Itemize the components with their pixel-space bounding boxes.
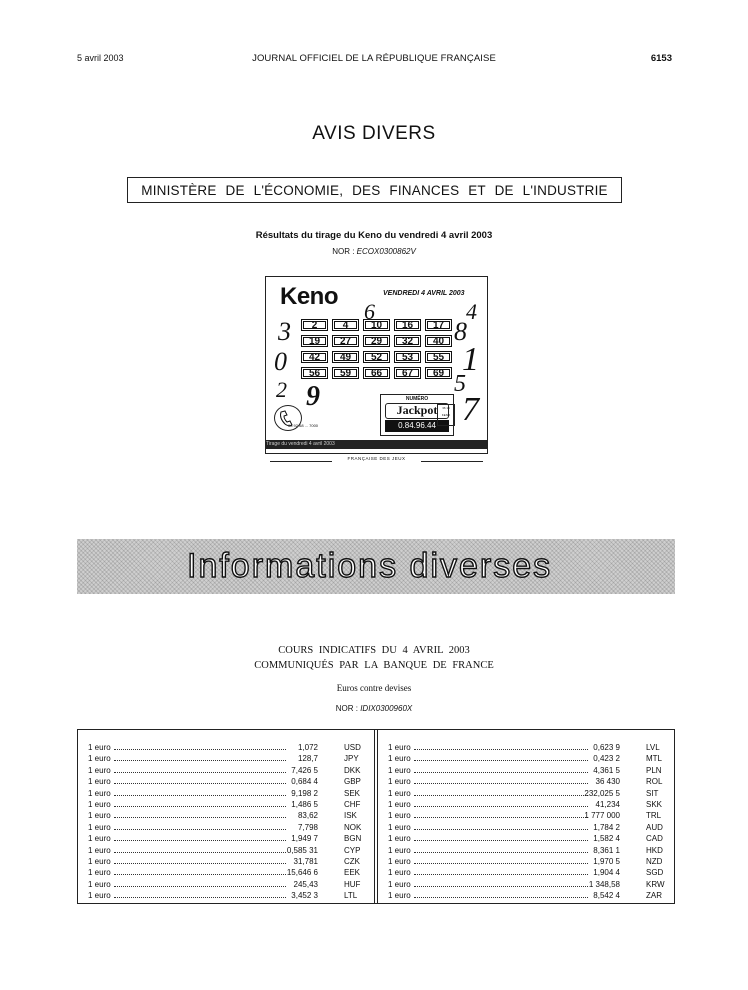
rate-label: 1 euro [388,788,411,798]
keno-nor [0,247,748,256]
keno-number-cell: 55 [425,351,452,363]
rate-currency: DKK [344,765,361,775]
rate-row [388,753,668,764]
rate-dot-leader [414,829,588,830]
keno-logo: Keno [280,283,338,310]
rate-value: 232,025 5 [584,788,620,798]
rate-label: 1 euro [388,811,411,821]
rate-currency: HKD [646,845,663,855]
rate-row [388,810,668,821]
cours-title-line1: COURS INDICATIFS DU 4 AVRIL 2003 [278,645,470,656]
rate-currency: JPY [344,754,359,764]
cours-title-line2: COMMUNIQUÉS PAR LA BANQUE DE FRANCE [254,660,494,671]
rate-row [88,753,360,764]
rate-row [388,788,668,799]
section-title: AVIS DIVERS [312,123,436,144]
rate-row [88,765,360,776]
keno-number-cell: 66 [363,367,390,379]
banner-title: Informations diverses [187,547,553,585]
keno-number-cell: 40 [425,335,452,347]
cours-nor-code: IDIX0300960X [360,704,413,713]
keno-number-cell: 19 [301,335,328,347]
rate-dot-leader [414,817,588,818]
rate-value: 7,426 5 [291,765,318,775]
rate-dot-leader [114,852,286,853]
rate-currency: EEK [344,868,361,878]
rate-row [388,856,668,867]
rate-label: 1 euro [88,868,111,878]
rate-dot-leader [114,795,286,796]
rate-currency: ISK [344,811,357,821]
keno-deco-digit: 2 [276,377,287,402]
rate-label: 1 euro [88,777,111,787]
rate-currency: CAD [646,834,663,844]
rate-label: 1 euro [88,811,111,821]
rate-currency: SKK [646,799,663,809]
rate-currency: KRW [646,879,665,889]
rate-value: 1,904 4 [593,868,620,878]
rate-label: 1 euro [88,834,111,844]
rate-currency: ZAR [646,891,662,901]
rate-dot-leader [114,749,286,750]
rate-dot-leader [414,863,588,864]
rate-dot-leader [114,863,286,864]
rate-row [88,845,360,856]
rate-label: 1 euro [388,891,411,901]
rate-label: 1 euro [88,856,111,866]
rate-dot-leader [114,806,286,807]
rate-currency: NOK [344,822,362,832]
rate-value: 1,582 4 [593,834,620,844]
keno-footer-band: Tirage du vendredi 4 avril 2003 [266,440,488,449]
rate-dot-leader [414,795,588,796]
rate-row [388,845,668,856]
rate-currency: BGN [344,834,362,844]
fdj-rule-right [421,461,483,462]
rate-dot-leader [114,874,286,875]
rate-value: 3,452 3 [291,891,318,901]
rate-label: 1 euro [88,799,111,809]
keno-number-cell: 49 [332,351,359,363]
cours-nor [0,704,748,713]
rate-currency: USD [344,743,361,752]
rate-row [88,856,360,867]
rate-row [88,742,360,753]
header-journal-title: JOURNAL OFFICIEL DE LA RÉPUBLIQUE FRANÇAISE [252,53,496,64]
rate-value: 1,949 7 [291,834,318,844]
keno-number-cell: 69 [425,367,452,379]
rate-row [388,879,668,890]
rate-row [88,776,360,787]
rate-value: 1,784 2 [593,822,620,832]
keno-results-title: Résultats du tirage du Keno du vendredi 4 avril 2003 [255,230,493,241]
rate-label: 1 euro [88,743,111,752]
rate-label: 1 euro [388,822,411,832]
rate-value: 31,781 [293,856,318,866]
rate-value: 1,970 5 [593,856,620,866]
cours-subtitle: Euros contre devises [336,683,412,693]
rate-value: 1,486 5 [291,799,318,809]
rate-label: 1 euro [388,799,411,809]
rate-value: 0,623 9 [593,743,620,752]
rate-row [388,890,668,901]
rate-row [388,765,668,776]
keno-number-cell: 29 [363,335,390,347]
header-date: 5 avril 2003 [77,53,124,63]
rate-value: 1 348,58 [588,879,620,889]
rate-value: 15,646 6 [286,868,318,878]
rate-currency: TRL [646,811,662,821]
rates-left-column [88,742,360,901]
rate-dot-leader [114,886,286,887]
rate-dot-leader [414,840,588,841]
rate-value: 4,361 5 [593,765,620,775]
keno-number-cell: 32 [394,335,421,347]
jackpot-number: 0.84.96.44 [385,420,449,432]
rate-value: 9,198 2 [291,788,318,798]
rate-value: 0,684 4 [291,777,318,787]
rate-row [88,879,360,890]
keno-number-cell: 16 [394,319,421,331]
jackpot-label: NUMÉRO [405,396,429,402]
rate-row [88,867,360,878]
keno-number-cell: 59 [332,367,359,379]
rate-label: 1 euro [388,765,411,775]
rate-dot-leader [414,897,588,898]
rate-label: 1 euro [388,743,411,752]
keno-deco-digit: 9 [306,381,320,412]
header-page-number: 6153 [650,53,672,64]
keno-ticket-date: VENDREDI 4 AVRIL 2003 [383,290,465,297]
rate-label: 1 euro [388,754,411,764]
rate-dot-leader [114,760,286,761]
rate-label: 1 euro [88,788,111,798]
rate-row [88,799,360,810]
section-banner [77,539,675,594]
rate-label: 1 euro [88,845,111,855]
rate-row [88,822,360,833]
rate-row [88,890,360,901]
keno-number-cell: 67 [394,367,421,379]
rate-dot-leader [414,783,588,784]
rate-label: 1 euro [388,879,411,889]
rate-row [88,810,360,821]
rate-currency: CHF [344,799,361,809]
rate-label: 1 euro [88,754,111,764]
rate-value: 245,43 [293,879,318,889]
rate-label: 1 euro [88,891,111,901]
keno-deco-digit: 3 [278,317,291,346]
rate-row [388,867,668,878]
rate-label: 1 euro [88,765,111,775]
rates-right-column [388,742,668,901]
rate-label: 1 euro [88,879,111,889]
minitel-icon: 36 15 KENO [437,404,455,426]
rate-row [388,776,668,787]
rate-value: 0,423 2 [593,754,620,764]
rate-value: 0,585 31 [286,845,318,855]
rate-value: 41,234 [595,799,620,809]
rate-value: 1,072 [297,743,318,752]
rate-row [88,788,360,799]
rate-row [388,822,668,833]
rate-value: 36 430 [595,777,620,787]
rate-dot-leader [414,852,588,853]
rate-dot-leader [114,772,286,773]
rate-dot-leader [414,874,588,875]
rate-label: 1 euro [388,868,411,878]
rate-label: 1 euro [388,856,411,866]
rate-currency: CZK [344,856,360,866]
rate-dot-leader [114,817,286,818]
keno-deco-digit: 0 [274,347,287,376]
keno-ticket-image [265,276,488,454]
jackpot-word: Jackpot [385,403,449,419]
rate-currency: GBP [344,777,361,787]
keno-nor-label: NOR : [332,247,355,256]
rate-value: 83,62 [297,811,318,821]
rate-currency: SIT [646,788,659,798]
keno-number-cell: 52 [363,351,390,363]
keno-number-cell: 4 [332,319,359,331]
rates-column-divider [374,729,378,904]
rate-currency: MTL [646,754,662,764]
rate-row [388,833,668,844]
keno-number-cell: 42 [301,351,328,363]
ministry-name: MINISTÈRE DE L'ÉCONOMIE, DES FINANCES ET DE L'INDUSTRIE [141,182,608,198]
rate-value: 7,798 [297,822,318,832]
rate-value: 1 777 000 [584,811,620,821]
keno-number-cell: 10 [363,319,390,331]
keno-nor-code: ECOX0300862V [356,247,416,256]
rate-dot-leader [414,749,588,750]
exchange-rates-table [77,729,675,904]
rate-dot-leader [114,840,286,841]
rate-row [88,833,360,844]
rate-value: 8,542 4 [593,891,620,901]
rate-currency: LVL [646,743,660,752]
rate-label: 1 euro [388,834,411,844]
rate-label: 1 euro [388,777,411,787]
rate-dot-leader [414,806,588,807]
keno-deco-digit: 7 [462,391,479,428]
rate-dot-leader [414,886,588,887]
rate-currency: HUF [344,879,361,889]
keno-deco-digit: 8 [454,317,467,346]
keno-number-cell: 27 [332,335,359,347]
keno-number-cell: 2 [301,319,328,331]
rate-label: 1 euro [388,845,411,855]
rate-dot-leader [414,772,588,773]
rate-currency: ROL [646,777,663,787]
keno-number-cell: 17 [425,319,452,331]
keno-deco-digit: 6 [364,299,375,324]
keno-phone-number: 08 92 68 ... 7000 [288,423,319,428]
rate-dot-leader [114,829,286,830]
rate-value: 128,7 [297,754,318,764]
cours-nor-label: NOR : [335,704,358,713]
rate-currency: SGD [646,868,664,878]
rate-currency: NZD [646,856,663,866]
rate-currency: AUD [646,822,663,832]
rate-currency: CYP [344,845,361,855]
keno-number-cell: 53 [394,351,421,363]
ministry-box [127,177,622,203]
fdj-rule-left [270,461,332,462]
rate-currency: PLN [646,765,662,775]
rate-dot-leader [114,783,286,784]
keno-deco-digit: 1 [462,341,479,378]
rate-currency: SEK [344,788,361,798]
rate-currency: LTL [344,891,358,901]
keno-deco-digit: 4 [466,299,477,324]
rate-row [388,742,668,753]
keno-number-cell: 56 [301,367,328,379]
rate-dot-leader [414,760,588,761]
keno-deco-digit: 5 [454,371,466,397]
rate-dot-leader [114,897,286,898]
rate-value: 8,361 1 [593,845,620,855]
rate-row [388,799,668,810]
rate-label: 1 euro [88,822,111,832]
fdj-label: FRANÇAISE DES JEUX [347,456,406,461]
